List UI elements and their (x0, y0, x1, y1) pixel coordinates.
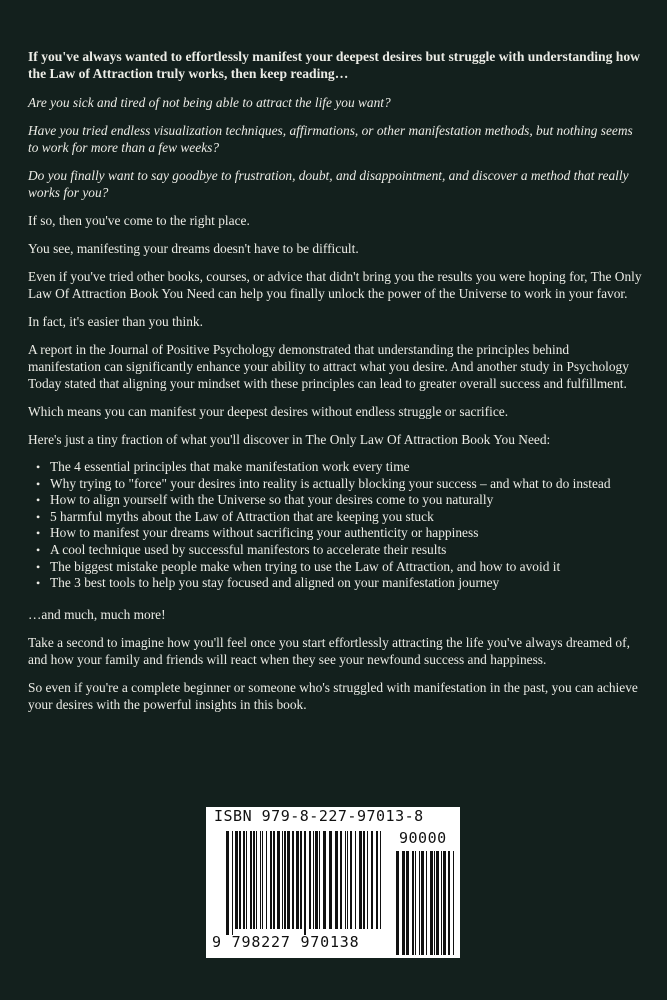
barcode-bar (415, 851, 416, 955)
barcode-bar (347, 831, 348, 929)
barcode-bar (273, 831, 275, 929)
barcode-bar (406, 851, 409, 955)
barcode-bar (323, 831, 326, 929)
paragraph-7: Here's just a tiny fraction of what you'll discover in The Only Law Of Attraction Book You Need: (28, 432, 551, 447)
barcode-bar (253, 831, 255, 929)
barcode-bar (270, 831, 272, 929)
barcode-bar (340, 831, 342, 929)
barcode-bar (396, 851, 399, 955)
paragraph-6: Which means you can manifest your deepest desires without endless struggle or sacrifice. (28, 404, 509, 419)
list-item: • The 4 essential principles that make manifestation work every time (50, 459, 643, 476)
barcode-bar (363, 831, 365, 929)
paragraph-2: You see, manifesting your dreams doesn't have to be difficult. (28, 241, 359, 256)
barcode-bar (313, 831, 314, 929)
barcode-bar (292, 831, 294, 929)
barcode-bar (350, 831, 352, 929)
barcode-bar (419, 851, 420, 955)
barcode-bar (329, 831, 332, 929)
lead-paragraph: If you've always wanted to effortlessly manifest your deepest desires but struggle with understanding how the Law of Attraction truly works, then keep reading… (28, 49, 640, 81)
barcode-bar (402, 851, 405, 955)
barcode-bar (426, 851, 427, 955)
barcode-bar (243, 831, 245, 929)
closing-1: …and much, much more! (28, 606, 166, 622)
barcode-bar (453, 851, 454, 955)
barcode-bar (300, 831, 302, 929)
list-item: • 5 harmful myths about the Law of Attraction that are keeping you stuck (50, 509, 643, 526)
question-2: Have you tried endless visualization techniques, affirmations, or other manifestation methods, but nothing seems to work for more than a few weeks? (28, 123, 633, 155)
barcode-bar (296, 831, 299, 929)
barcode-bar (448, 851, 450, 955)
paragraph-3: Even if you've tried other books, courses, or advice that didn't bring you the results you were hoping for, The Only Law Of Attraction Book You Need can help you finally unlock the power of the Universe to work in your favor. (28, 269, 642, 301)
barcode-bar (371, 831, 373, 929)
barcode-bar (232, 831, 233, 935)
barcode-bar (284, 831, 286, 929)
barcode-bar (235, 831, 238, 929)
barcode-bar (412, 851, 414, 955)
barcode-bar (287, 831, 290, 929)
barcode-bar (256, 831, 257, 929)
closing-2: Take a second to imagine how you'll feel once you start effortlessly attracting the life you've always dreamed of, and how your family and friends will react when they see your newfound success and happiness. (28, 634, 630, 667)
barcode-bar (226, 831, 229, 935)
barcode-bar (277, 831, 280, 929)
barcode-bar (430, 851, 433, 955)
isbn-label: ISBN 979-8-227-97013-8 (214, 807, 424, 825)
barcode-bar (421, 851, 424, 955)
barcode-bar (262, 831, 263, 929)
paragraph-4: In fact, it's easier than you think. (28, 314, 203, 329)
barcode-bar (239, 831, 241, 929)
isbn-barcode (206, 807, 460, 958)
question-3: Do you finally want to say goodbye to frustration, doubt, and disappointment, and discover a method that really works for you? (28, 168, 629, 200)
barcode-bar (246, 831, 247, 929)
closing-3: So even if you're a complete beginner or someone who's struggled with manifestation in the past, you can achieve your desires with the powerful insights in this book. (28, 679, 638, 712)
barcode-bar (260, 831, 261, 929)
barcode-bar (319, 831, 320, 929)
feature-list (28, 459, 643, 592)
list-item: • Why trying to "force" your desires into reality is actually blocking your success – and what to do instead (50, 476, 643, 493)
list-item: • How to manifest your dreams without sacrificing your authenticity or happiness (50, 525, 643, 542)
barcode-bar (315, 831, 318, 929)
question-1: Are you sick and tired of not being able to attract the life you want? (28, 95, 391, 110)
barcode-bar (441, 851, 442, 955)
barcode-bar (309, 831, 311, 929)
price-code: 90000 (399, 829, 447, 847)
barcode-bar (443, 851, 446, 955)
barcode-bar (304, 831, 306, 935)
barcode-bar (359, 831, 362, 929)
barcode-bar (380, 831, 381, 929)
list-item: • The 3 best tools to help you stay focused and aligned on your manifestation journey (50, 575, 643, 592)
barcode-bar (282, 831, 283, 929)
list-item: • How to align yourself with the Universe so that your desires come to you naturally (50, 492, 643, 509)
barcode-bar (376, 831, 378, 929)
barcode-bar (345, 831, 346, 929)
paragraph-5: A report in the Journal of Positive Psychology demonstrated that understanding the principles behind manifestation can significantly enhance your ability to attract what you desire. And another study in Psychology Today stated that aligning your mindset with these principles can lead to greater overall success and fulfillment. (28, 342, 629, 391)
barcode-bar (355, 831, 356, 929)
paragraph-1: If so, then you've come to the right place. (28, 213, 250, 228)
barcode-bar (266, 831, 267, 929)
barcode-bar (434, 851, 435, 955)
list-item: • The biggest mistake people make when trying to use the Law of Attraction, and how to avoid it (50, 559, 643, 576)
list-item: • A cool technique used by successful manifestors to accelerate their results (50, 542, 643, 559)
blurb (28, 48, 643, 713)
barcode-bar (335, 831, 338, 929)
barcode-bar (250, 831, 252, 929)
ean-digits: 9 798227 970138 (212, 933, 360, 951)
barcode-bar (367, 831, 368, 929)
barcode-bar (436, 851, 439, 955)
